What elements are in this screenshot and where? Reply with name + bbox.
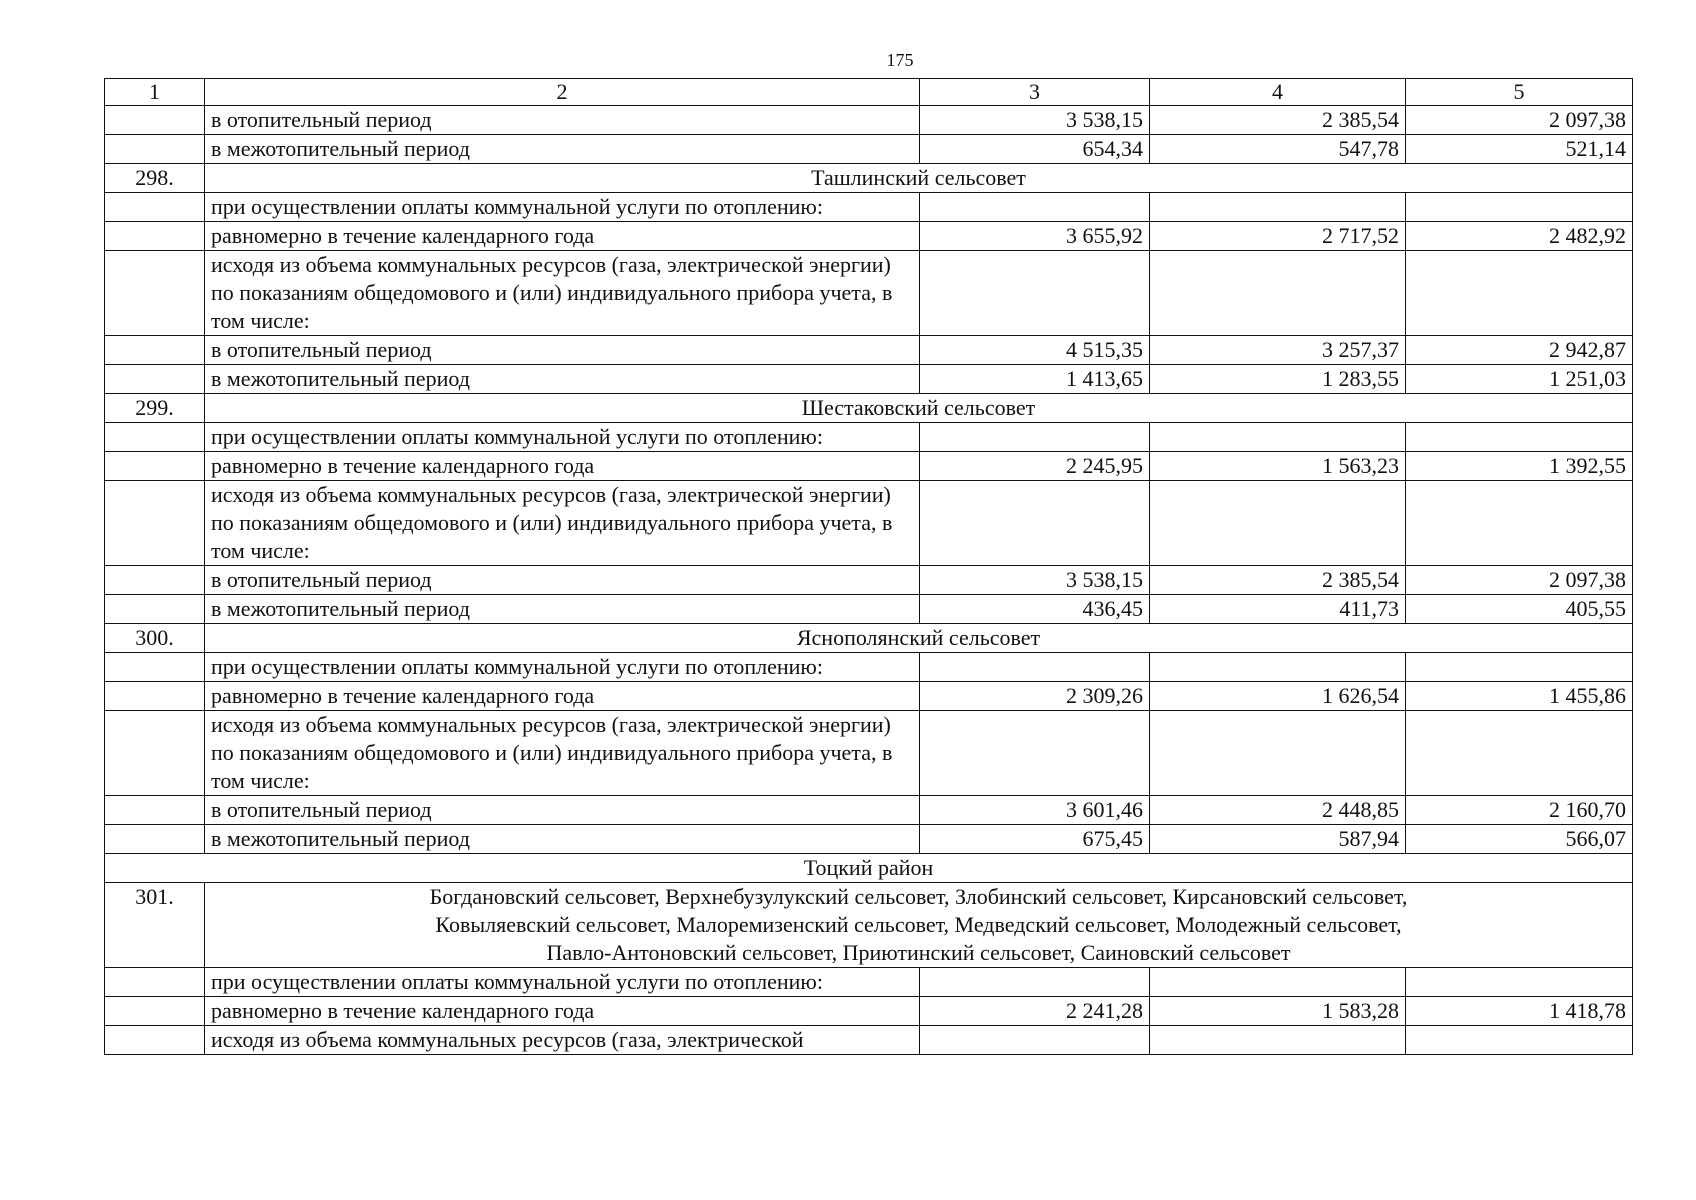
value-col3-cell: 2 309,26 — [920, 682, 1150, 711]
value-col5-cell: 566,07 — [1406, 825, 1633, 854]
row-number-cell — [105, 796, 205, 825]
value-col5-cell — [1406, 423, 1633, 452]
value-col5-cell — [1406, 1026, 1633, 1055]
value-col3-cell — [920, 968, 1150, 997]
value-col4-cell: 2 385,54 — [1150, 106, 1406, 135]
value-col4-cell: 547,78 — [1150, 135, 1406, 164]
row-label-cell: исходя из объема коммунальных ресурсов (газа, электрической энергии) по показаниям общедомового и (или) индивидуального прибора учета, в том числе: — [205, 711, 920, 796]
row-number-cell — [105, 997, 205, 1026]
row-label-cell: равномерно в течение календарного года — [205, 997, 920, 1026]
value-col3-cell — [920, 711, 1150, 796]
value-col3-cell — [920, 193, 1150, 222]
section-number-cell: 300. — [105, 624, 205, 653]
section-number-cell: 298. — [105, 164, 205, 193]
table-row — [105, 365, 1633, 394]
table-row — [105, 106, 1633, 135]
table-row — [105, 997, 1633, 1026]
section-title-cell — [205, 883, 1633, 968]
row-label-cell: в межотопительный период — [205, 595, 920, 624]
row-label-cell: в отопительный период — [205, 106, 920, 135]
section-number-cell: 299. — [105, 394, 205, 423]
row-number-cell — [105, 711, 205, 796]
section-row — [105, 394, 1633, 423]
row-number-cell — [105, 365, 205, 394]
row-number-cell — [105, 222, 205, 251]
row-number-cell — [105, 193, 205, 222]
value-col4-cell — [1150, 481, 1406, 566]
value-col3-cell: 1 413,65 — [920, 365, 1150, 394]
page-number: 175 — [886, 50, 914, 70]
row-label-cell: при осуществлении оплаты коммунальной услуги по отоплению: — [205, 193, 920, 222]
value-col5-cell: 1 455,86 — [1406, 682, 1633, 711]
value-col3-cell — [920, 653, 1150, 682]
row-label-cell: в отопительный период — [205, 336, 920, 365]
table-row — [105, 653, 1633, 682]
value-col4-cell — [1150, 423, 1406, 452]
value-col4-cell — [1150, 251, 1406, 336]
column-header: 1 — [105, 79, 205, 106]
section-row — [105, 883, 1633, 968]
value-col5-cell: 2 482,92 — [1406, 222, 1633, 251]
section-row — [105, 624, 1633, 653]
table-row — [105, 481, 1633, 566]
value-col5-cell — [1406, 653, 1633, 682]
value-col4-cell: 2 385,54 — [1150, 566, 1406, 595]
row-label-cell: исходя из объема коммунальных ресурсов (газа, электрической энергии) по показаниям общедомового и (или) индивидуального прибора учета, в том числе: — [205, 481, 920, 566]
row-label-cell: в межотопительный период — [205, 365, 920, 394]
section-title-line: Павло-Антоновский сельсовет, Приютинский сельсовет, Саиновский сельсовет — [546, 940, 1291, 965]
value-col4-cell: 1 626,54 — [1150, 682, 1406, 711]
value-col5-cell: 405,55 — [1406, 595, 1633, 624]
value-col3-cell: 3 655,92 — [920, 222, 1150, 251]
row-label-cell: в межотопительный период — [205, 135, 920, 164]
value-col4-cell — [1150, 711, 1406, 796]
value-col3-cell: 3 538,15 — [920, 566, 1150, 595]
section-title-line: Ковыляевский сельсовет, Малоремизенский сельсовет, Медведский сельсовет, Молодежный сельсовет, — [435, 912, 1402, 937]
value-col5-cell — [1406, 251, 1633, 336]
row-number-cell — [105, 653, 205, 682]
value-col4-cell — [1150, 1026, 1406, 1055]
value-col4-cell — [1150, 968, 1406, 997]
value-col5-cell: 521,14 — [1406, 135, 1633, 164]
value-col5-cell: 2 942,87 — [1406, 336, 1633, 365]
section-title-cell: Шестаковский сельсовет — [205, 394, 1633, 423]
district-title-cell: Тоцкий район — [105, 854, 1633, 883]
table-row — [105, 796, 1633, 825]
value-col3-cell: 3 601,46 — [920, 796, 1150, 825]
table-row — [105, 825, 1633, 854]
table-row — [105, 193, 1633, 222]
value-col4-cell: 3 257,37 — [1150, 336, 1406, 365]
value-col5-cell — [1406, 711, 1633, 796]
row-label-cell: в отопительный период — [205, 566, 920, 595]
table-row — [105, 968, 1633, 997]
value-col5-cell — [1406, 968, 1633, 997]
column-header: 5 — [1406, 79, 1633, 106]
row-number-cell — [105, 106, 205, 135]
column-header: 3 — [920, 79, 1150, 106]
row-label-cell: равномерно в течение календарного года — [205, 222, 920, 251]
value-col4-cell: 1 283,55 — [1150, 365, 1406, 394]
value-col5-cell — [1406, 481, 1633, 566]
value-col3-cell: 2 241,28 — [920, 997, 1150, 1026]
row-number-cell — [105, 251, 205, 336]
value-col5-cell: 1 251,03 — [1406, 365, 1633, 394]
value-col4-cell — [1150, 193, 1406, 222]
table-row — [105, 452, 1633, 481]
value-col3-cell: 654,34 — [920, 135, 1150, 164]
value-col5-cell: 2 160,70 — [1406, 796, 1633, 825]
value-col3-cell: 436,45 — [920, 595, 1150, 624]
value-col4-cell: 1 563,23 — [1150, 452, 1406, 481]
value-col4-cell: 2 717,52 — [1150, 222, 1406, 251]
row-number-cell — [105, 968, 205, 997]
row-label-cell: исходя из объема коммунальных ресурсов (газа, электрической энергии) по показаниям общедомового и (или) индивидуального прибора учета, в том числе: — [205, 251, 920, 336]
table-row — [105, 251, 1633, 336]
column-header: 4 — [1150, 79, 1406, 106]
value-col5-cell: 1 418,78 — [1406, 997, 1633, 1026]
row-label-cell: равномерно в течение календарного года — [205, 682, 920, 711]
row-number-cell — [105, 566, 205, 595]
row-number-cell — [105, 423, 205, 452]
row-number-cell — [105, 336, 205, 365]
value-col4-cell: 2 448,85 — [1150, 796, 1406, 825]
value-col5-cell: 2 097,38 — [1406, 566, 1633, 595]
row-number-cell — [105, 481, 205, 566]
table-row — [105, 135, 1633, 164]
value-col3-cell — [920, 1026, 1150, 1055]
section-title-cell: Ташлинский сельсовет — [205, 164, 1633, 193]
value-col5-cell: 2 097,38 — [1406, 106, 1633, 135]
row-number-cell — [105, 825, 205, 854]
value-col3-cell — [920, 481, 1150, 566]
section-title-cell: Яснополянский сельсовет — [205, 624, 1633, 653]
row-label-cell: в отопительный период — [205, 796, 920, 825]
value-col3-cell: 3 538,15 — [920, 106, 1150, 135]
value-col5-cell — [1406, 193, 1633, 222]
row-label-cell: при осуществлении оплаты коммунальной услуги по отоплению: — [205, 653, 920, 682]
table-row — [105, 682, 1633, 711]
row-label-cell: при осуществлении оплаты коммунальной услуги по отоплению: — [205, 423, 920, 452]
header-row — [105, 79, 1633, 106]
value-col3-cell — [920, 251, 1150, 336]
table-row — [105, 222, 1633, 251]
section-number-cell: 301. — [105, 883, 205, 968]
value-col3-cell: 4 515,35 — [920, 336, 1150, 365]
row-number-cell — [105, 595, 205, 624]
district-row — [105, 854, 1633, 883]
section-row — [105, 164, 1633, 193]
table-body — [105, 106, 1633, 1055]
section-title-line: Богдановский сельсовет, Верхнебузулукский сельсовет, Злобинский сельсовет, Кирсановский сельсовет, — [429, 884, 1408, 909]
row-number-cell — [105, 682, 205, 711]
table-row — [105, 711, 1633, 796]
tariff-table — [104, 78, 1633, 1055]
row-label-cell: исходя из объема коммунальных ресурсов (газа, электрической — [205, 1026, 920, 1055]
table-row — [105, 566, 1633, 595]
table-row — [105, 336, 1633, 365]
value-col4-cell: 1 583,28 — [1150, 997, 1406, 1026]
table-row — [105, 595, 1633, 624]
value-col4-cell: 411,73 — [1150, 595, 1406, 624]
row-number-cell — [105, 135, 205, 164]
row-label-cell: в межотопительный период — [205, 825, 920, 854]
value-col4-cell — [1150, 653, 1406, 682]
row-number-cell — [105, 1026, 205, 1055]
table-row — [105, 1026, 1633, 1055]
value-col3-cell — [920, 423, 1150, 452]
row-number-cell — [105, 452, 205, 481]
value-col4-cell: 587,94 — [1150, 825, 1406, 854]
column-header: 2 — [205, 79, 920, 106]
value-col3-cell: 2 245,95 — [920, 452, 1150, 481]
value-col5-cell: 1 392,55 — [1406, 452, 1633, 481]
row-label-cell: равномерно в течение календарного года — [205, 452, 920, 481]
table-row — [105, 423, 1633, 452]
row-label-cell: при осуществлении оплаты коммунальной услуги по отоплению: — [205, 968, 920, 997]
value-col3-cell: 675,45 — [920, 825, 1150, 854]
